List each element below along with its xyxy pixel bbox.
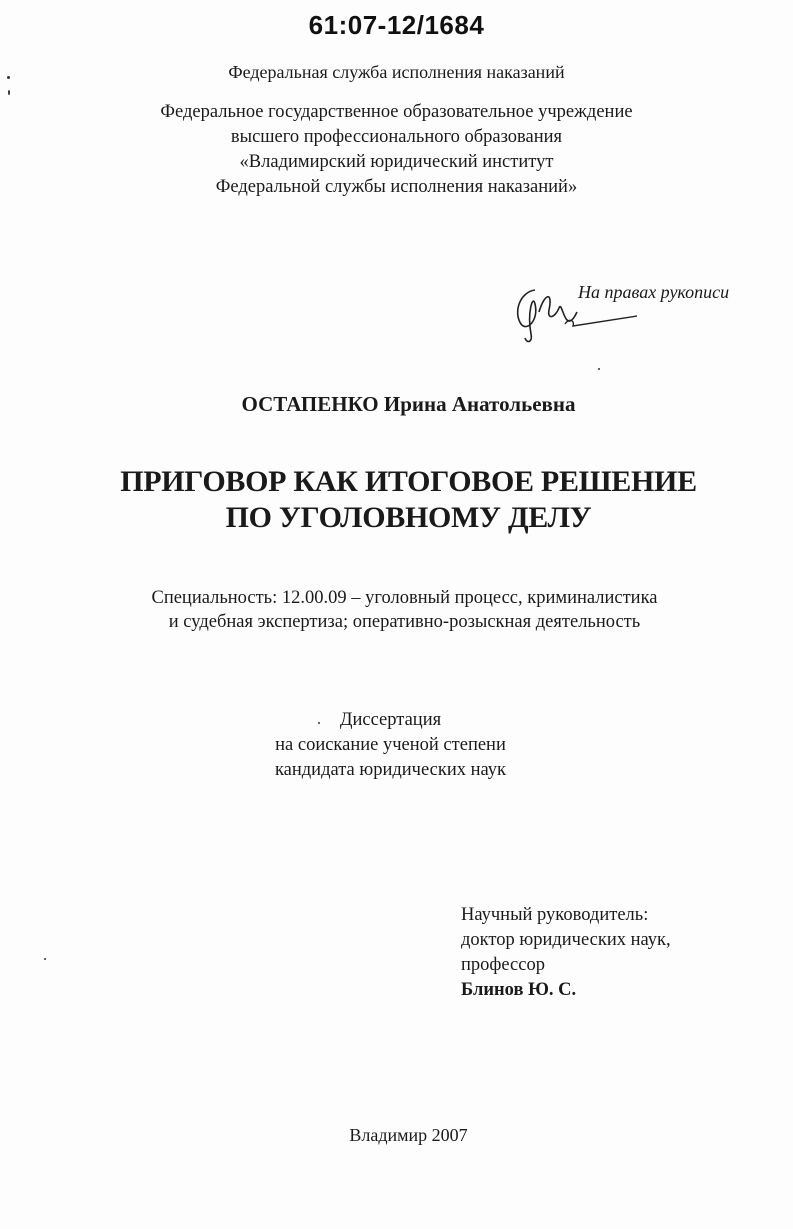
- scan-speck: [598, 368, 600, 370]
- author-name: ОСТАПЕНКО Ирина Анатольевна: [241, 392, 576, 416]
- registry-code: 61:07-12/1684: [308, 10, 485, 40]
- rights-note: На правах рукописи: [578, 282, 730, 302]
- supervisor-rank: профессор: [461, 955, 545, 975]
- specialty-line: и судебная экспертиза; оперативно-розыскная деятельность: [168, 612, 641, 632]
- institution-block: [0, 100, 793, 200]
- title-line: ПРИГОВОР КАК ИТОГОВОЕ РЕШЕНИЕ: [120, 465, 697, 498]
- scan-speck: [318, 722, 320, 724]
- specialty-block: [8, 586, 793, 634]
- city-year: Владимир 2007: [349, 1125, 468, 1145]
- institution-line: высшего профессионального образования: [230, 127, 563, 147]
- scan-speck: [7, 76, 10, 79]
- specialty-line: Специальность: 12.00.09 – уголовный процесс, криминалистика: [151, 588, 658, 608]
- scan-speck: [44, 958, 46, 960]
- dissertation-title: [12, 464, 793, 536]
- institution-line: Федеральной службы исполнения наказаний»: [215, 177, 578, 197]
- agency-name: Федеральная служба исполнения наказаний: [228, 62, 565, 82]
- institution-line: Федеральное государственное образовательное учреждение: [160, 102, 633, 122]
- institution-line: «Владимирский юридический институт: [239, 152, 554, 172]
- supervisor-label: Научный руководитель:: [461, 905, 649, 925]
- degree-block: [0, 708, 787, 783]
- degree-line: на соискание ученой степени: [275, 735, 506, 755]
- supervisor-degree: доктор юридических наук,: [461, 930, 671, 950]
- degree-line: Диссертация: [339, 710, 442, 730]
- scan-speck: [8, 90, 10, 95]
- degree-line: кандидата юридических наук: [274, 760, 507, 780]
- supervisor-block: [461, 903, 671, 1003]
- title-line: ПО УГОЛОВНОМУ ДЕЛУ: [225, 501, 592, 534]
- supervisor-name: Блинов Ю. С.: [461, 980, 577, 1000]
